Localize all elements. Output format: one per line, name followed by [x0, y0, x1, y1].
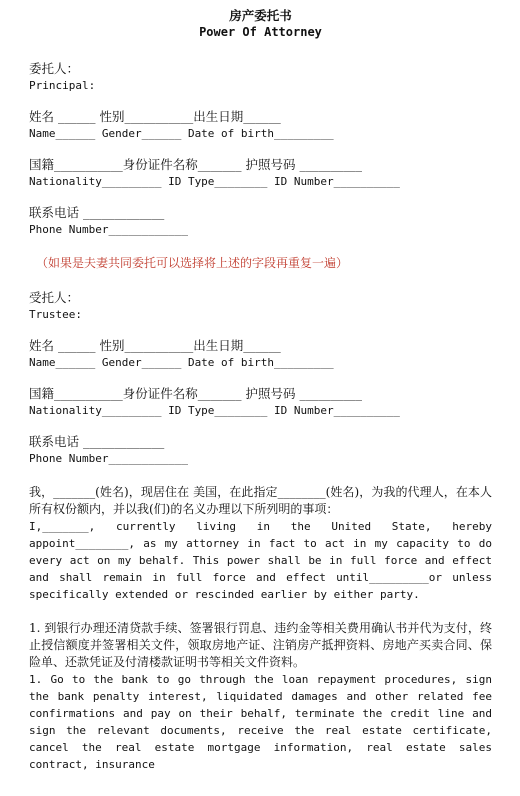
principal-id-row-en: Nationality_________ ID Type________ ID Number__________	[29, 175, 400, 188]
couple-note: （如果是夫妻共同委托可以选择将上述的字段再重复一遍）	[36, 256, 349, 270]
trustee-label-cn: 受托人：	[29, 290, 80, 305]
trustee-phone-row-en: Phone Number____________	[29, 452, 188, 465]
principal-label-en: Principal:	[29, 79, 96, 92]
principal-label-cn: 委托人：	[29, 61, 80, 76]
title-english: Power Of Attorney	[199, 25, 322, 39]
principal-section	[29, 60, 492, 238]
trustee-phone-row-cn: 联系电话 _____________	[29, 434, 165, 449]
principal-id-row-cn: 国籍___________身份证件名称_______ 护照号码 __________	[29, 157, 362, 172]
trustee-id-row-cn: 国籍___________身份证件名称_______ 护照号码 __________	[29, 386, 362, 401]
trustee-label-en: Trustee:	[29, 308, 82, 321]
title-chinese: 房产委托书	[229, 8, 292, 23]
trustee-name-row-en: Name______ Gender______ Date of birth_________	[29, 356, 334, 369]
trustee-section	[29, 289, 492, 467]
principal-name-row-cn: 姓名 ______ 性别___________出生日期______	[29, 109, 281, 124]
item-1-cn: 1. 到银行办理还清贷款手续、签署银行罚息、违约金等相关费用确认书并代为支付，终止授信额度并签署相关文件，领取房地产证、注销房产抵押资料、房地产买卖合同、保险单、还款凭证及付清楼款证明书等相关文件资料。	[29, 621, 492, 669]
trustee-name-row-cn: 姓名 ______ 性别___________出生日期______	[29, 338, 281, 353]
principal-phone-row-en: Phone Number____________	[29, 223, 188, 236]
principal-phone-row-cn: 联系电话 _____________	[29, 205, 165, 220]
trustee-id-row-en: Nationality_________ ID Type________ ID Number__________	[29, 404, 400, 417]
declaration-en: I,_______, currently living in the United State, hereby appoint________, as my attorney in fact to act in my capacity to do every act on my behalf. This power shall be in full force and effect and shall remain in full force and effect until_________or unless specifically extended or rescinded earlier by either party.	[29, 520, 492, 601]
item-1-en: 1. Go to the bank to go through the loan repayment procedures, sign the bank penalty interest, liquidated damages and other related fee confirmations and pay on their behalf, terminate the credit line and sign the relevant documents, receive the real estate certificate, cancel the real estate mortgage information, real estate sales contract, insurance	[29, 673, 492, 771]
declaration-cn: 我，_______(姓名)，现居住在 美国，在此指定________(姓名)，为我的代理人，在本人所有权份额内，并以我(们)的名义办理以下所列明的事项：	[29, 485, 492, 516]
principal-name-row-en: Name______ Gender______ Date of birth_________	[29, 127, 334, 140]
